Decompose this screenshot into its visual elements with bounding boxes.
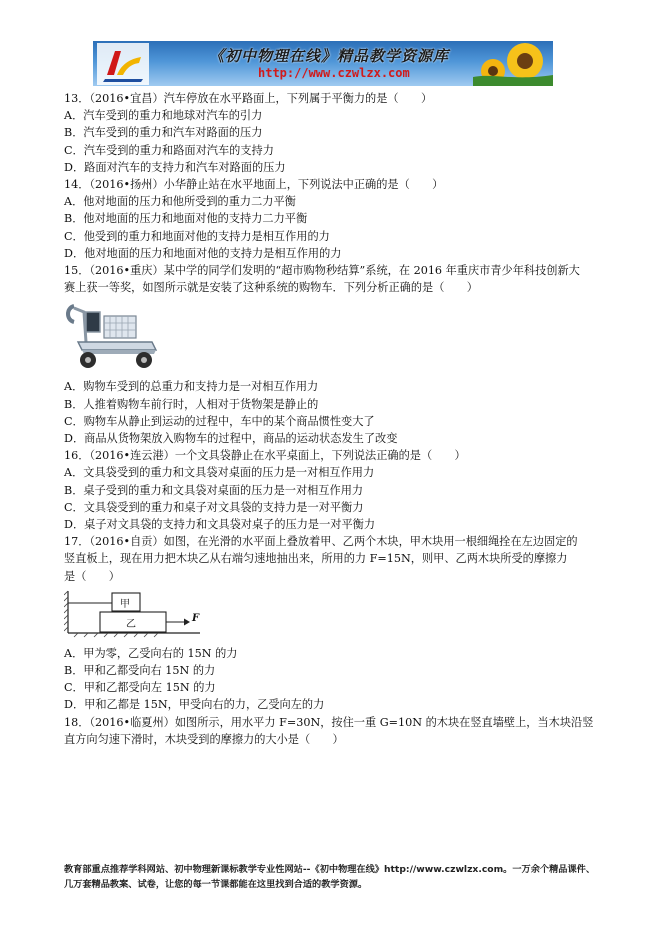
option-a: A．文具袋受到的重力和文具袋对桌面的压力是一对相互作用力 [64, 466, 375, 480]
site-logo-icon [97, 43, 149, 85]
option-a: A．他对地面的压力和他所受到的重力二力平衡 [64, 195, 296, 209]
option-b: B．他对地面的压力和地面对他的支持力二力平衡 [64, 212, 308, 226]
option-d: D．商品从货物架放入购物车的过程中，商品的运动状态发生了改变 [64, 432, 398, 446]
banner-title: 《初中物理在线》精品教学资源库 [209, 47, 450, 65]
question-stem: 16．（2016•连云港）一个文具袋静止在水平桌面上，下列说法正确的是（ ） [64, 449, 466, 463]
question-stem-line: 竖直板上，现在用力把木块乙从右端匀速地抽出来，所用的力 F=15N，则甲、乙两木块所受的摩擦力 [64, 552, 568, 566]
option-a: A．甲为零，乙受向右的 15N 的力 [64, 646, 238, 660]
question-17 [64, 533, 604, 713]
option-d: D．甲和乙都是 15N，甲受向右的力，乙受向左的力 [64, 698, 325, 712]
question-stem: 14．（2016•扬州）小华静止站在水平地面上，下列说法中正确的是（ ） [64, 178, 444, 192]
shopping-cart-figure [64, 298, 604, 374]
option-d: D．路面对汽车的支持力和汽车对路面的压力 [64, 160, 286, 174]
question-16 [64, 447, 604, 533]
blocks-figure [64, 587, 604, 641]
block-yi-label: 乙 [126, 618, 136, 630]
footer-line: 教育部重点推荐学科网站、初中物理新课标教学专业性网站--《初中物理在线》http://www.czwlzx.com。一万余个精品课件、 [64, 864, 596, 875]
option-c: C．甲和乙都受向左 15N 的力 [64, 681, 216, 695]
question-13 [64, 90, 604, 176]
page-footer [64, 862, 604, 892]
sunflower-icon [473, 41, 553, 86]
option-a: A．汽车受到的重力和地球对汽车的引力 [64, 109, 263, 123]
question-stem-line: 赛上获一等奖，如图所示就是安装了这种系统的购物车．下列分析正确的是（ ） [64, 281, 478, 295]
option-c: C．汽车受到的重力和路面对汽车的支持力 [64, 143, 274, 157]
footer-line: 几万套精品教案、试卷，让您的每一节课都能在这里找到合适的教学资源。 [64, 879, 368, 890]
question-18 [64, 714, 604, 748]
option-b: B．桌子受到的重力和文具袋对桌面的压力是一对相互作用力 [64, 483, 364, 497]
option-b: B．人推着购物车前行时，人相对于货物架是静止的 [64, 397, 319, 411]
question-14 [64, 176, 604, 262]
option-d: D．桌子对文具袋的支持力和文具袋对桌子的压力是一对平衡力 [64, 518, 376, 532]
block-jia-label: 甲 [120, 598, 130, 610]
force-label: F [192, 612, 200, 624]
question-stem-line: 直方向匀速下滑时，木块受到的摩擦力的大小是（ ） [64, 732, 344, 746]
question-stem-line: 18．（2016•临夏州）如图所示，用水平力 F=30N，按住一重 G=10N 的木块在竖直墙壁上，当木块沿竖 [64, 715, 594, 729]
shopping-cart-icon [64, 298, 164, 372]
option-d: D．他对地面的压力和地面对他的支持力是相互作用的力 [64, 246, 342, 260]
question-stem-line: 是（ ） [64, 569, 120, 583]
question-stem-line: 15．（2016•重庆）某中学的同学们发明的“超市购物秒结算”系统，在 2016 年重庆市青少年科技创新大 [64, 264, 580, 278]
question-stem: 13．（2016•宜昌）汽车停放在水平路面上，下列属于平衡力的是（ ） [64, 92, 433, 105]
option-a: A．购物车受到的总重力和支持力是一对相互作用力 [64, 380, 319, 394]
option-b: B．甲和乙都受向右 15N 的力 [64, 664, 216, 678]
question-stem-line: 17．（2016•自贡）如图，在光滑的水平面上叠放着甲、乙两个木块，甲木块用一根细绳拴在左边固定的 [64, 535, 578, 549]
question-list [64, 90, 604, 748]
question-15 [64, 262, 604, 447]
friction-diagram [64, 587, 204, 639]
site-banner [93, 41, 553, 86]
option-c: C．文具袋受到的重力和桌子对文具袋的支持力是一对平衡力 [64, 500, 364, 514]
option-c: C．他受到的重力和地面对他的支持力是相互作用的力 [64, 229, 330, 243]
option-b: B．汽车受到的重力和汽车对路面的压力 [64, 126, 263, 140]
banner-url[interactable]: http://www.czwlzx.com [258, 66, 410, 80]
option-c: C．购物车从静止到运动的过程中，车中的某个商品惯性变大了 [64, 414, 375, 428]
